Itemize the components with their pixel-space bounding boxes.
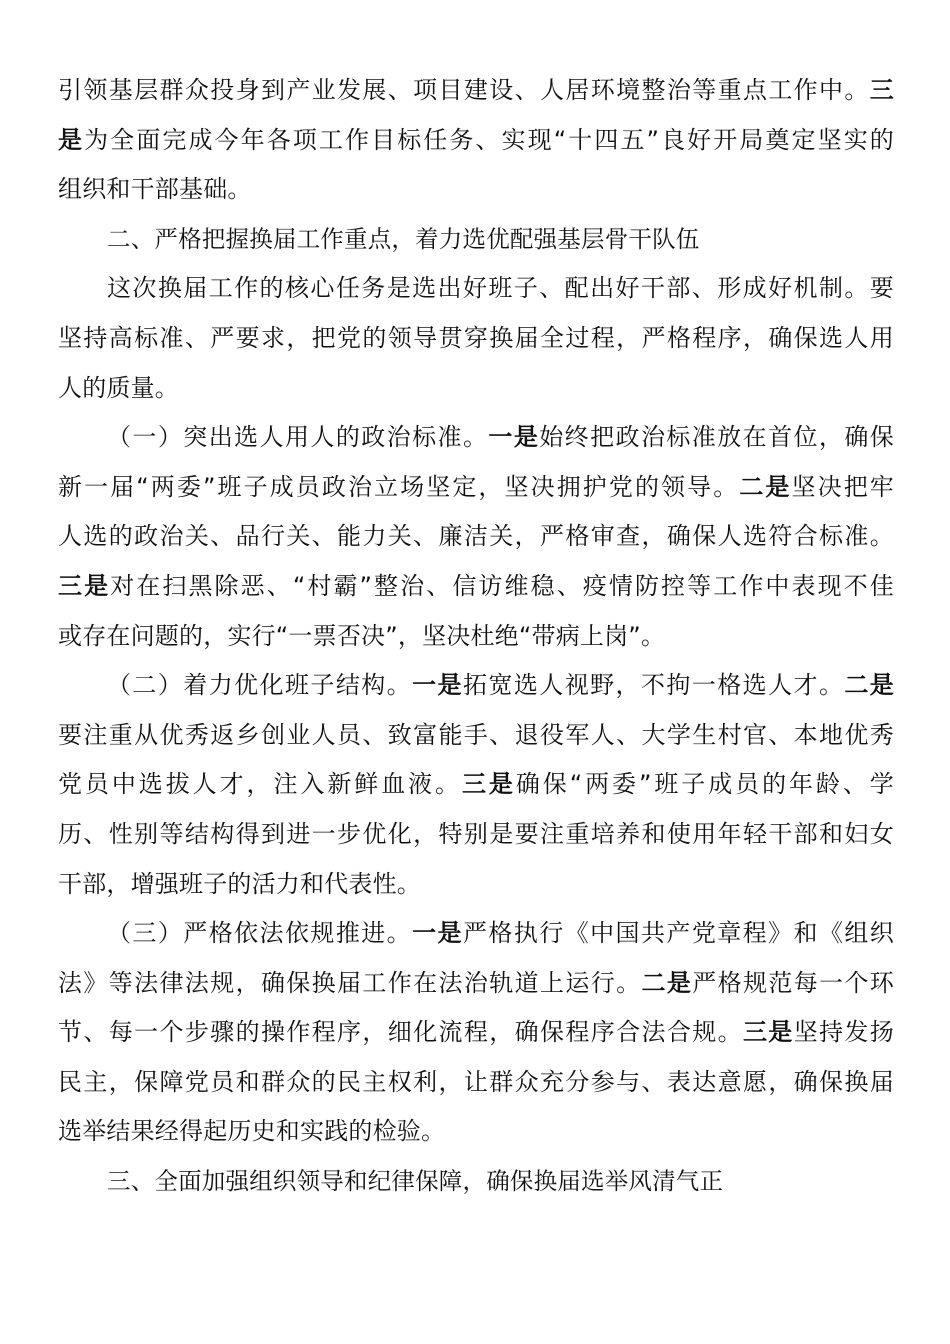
paragraph-subsection-2 bbox=[58, 661, 894, 909]
text-run: 严格执行《中国共产党章程》和《组织 bbox=[462, 919, 894, 948]
text-line bbox=[58, 711, 894, 761]
section-heading-2: 二、严格把握换届工作重点，着力选优配强基层骨干队伍 bbox=[107, 224, 700, 253]
text-run: 人选的政治关、品行关、能力关、廉洁关，严格审查，确保人选符合标准。 bbox=[58, 522, 894, 551]
bold-run: 一是 bbox=[488, 423, 540, 452]
text-run: 确保“两委”班子成员的年龄、学 bbox=[515, 770, 895, 799]
section-heading-3: 三、全面加强组织领导和纪律保障，确保换届选举风清气正 bbox=[107, 1167, 724, 1196]
bold-run: 三是 bbox=[742, 1018, 794, 1047]
text-run: 新一届“两委”班子成员政治立场坚定，坚决拥护党的领导。 bbox=[58, 472, 740, 501]
text-run: 坚持发扬 bbox=[793, 1018, 894, 1047]
text-run: 人的质量。 bbox=[58, 373, 179, 402]
text-line bbox=[58, 909, 894, 959]
text-run: 坚持高标准、严要求，把党的领导贯穿换届全过程，严格程序，确保选人用 bbox=[58, 323, 894, 352]
text-run: 严格规范每一个环 bbox=[692, 968, 894, 997]
text-run: 或存在问题的，实行“一票否决”，坚决杜绝“带病上岗”。 bbox=[58, 621, 666, 650]
bold-run: 二是 bbox=[844, 671, 895, 700]
text-run: 拓宽选人视野，不拘一格选人才。 bbox=[462, 671, 845, 700]
text-line bbox=[58, 562, 894, 612]
text-line bbox=[58, 165, 894, 215]
text-run: 民主，保障党员和群众的民主权利，让群众充分参与、表达意愿，确保换届 bbox=[58, 1067, 894, 1096]
text-line bbox=[58, 1008, 894, 1058]
text-line bbox=[58, 959, 894, 1009]
text-run: 干部，增强班子的活力和代表性。 bbox=[58, 869, 421, 898]
text-line bbox=[58, 364, 894, 414]
text-run: 组织和干部基础。 bbox=[58, 175, 252, 204]
text-line bbox=[58, 512, 894, 562]
text-run: 节、每一个步骤的操作程序，细化流程，确保程序合法合规。 bbox=[58, 1018, 743, 1047]
paragraph bbox=[58, 264, 894, 413]
text-run: 这次换届工作的核心任务是选出好班子、配出好干部、形成好机制。要 bbox=[107, 274, 894, 303]
text-run: （二）着力优化班子结构。 bbox=[107, 671, 413, 700]
text-line bbox=[58, 1107, 894, 1157]
text-run: （三）严格依法依规推进。 bbox=[107, 919, 413, 948]
text-run: 要注重从优秀返乡创业人员、致富能手、退役军人、大学生村官、本地优秀 bbox=[58, 720, 894, 749]
text-run: 选举结果经得起历史和实践的检验。 bbox=[58, 1117, 446, 1146]
text-line bbox=[58, 264, 894, 314]
bold-run: 一是 bbox=[412, 671, 463, 700]
text-run: 始终把政治标准放在首位，确保 bbox=[539, 423, 894, 452]
text-run: 对在扫黑除恶、“村霸”整治、信访维稳、疫情防控等工作中表现不佳 bbox=[110, 571, 894, 600]
text-line bbox=[58, 760, 894, 810]
text-line bbox=[58, 66, 894, 116]
bold-run: 一是 bbox=[412, 919, 463, 948]
text-line bbox=[58, 612, 894, 662]
text-run: 坚决把牢 bbox=[791, 472, 894, 501]
text-line bbox=[58, 413, 894, 463]
bold-run: 三 bbox=[869, 76, 894, 104]
text-run: 法》等法律法规，确保换届工作在法治轨道上运行。 bbox=[58, 968, 642, 997]
document-page bbox=[58, 66, 894, 1207]
text-run: （一）突出选人用人的政治标准。 bbox=[107, 423, 489, 452]
text-line bbox=[58, 810, 894, 860]
paragraph-continued bbox=[58, 66, 894, 215]
text-line bbox=[58, 661, 894, 711]
text-run: 历、性别等结构得到进一步优化，特别是要注重培养和使用年轻干部和妇女 bbox=[58, 819, 894, 848]
bold-run: 三是 bbox=[462, 770, 516, 799]
bold-run: 二是 bbox=[641, 968, 693, 997]
text-run: 党员中选拔人才，注入新鲜血液。 bbox=[58, 770, 462, 799]
text-line bbox=[58, 1058, 894, 1108]
text-run: 为全面完成今年各项工作目标任务、实现“十四五”良好开局奠定坚实的 bbox=[84, 125, 894, 154]
text-line bbox=[58, 116, 894, 166]
paragraph-subsection-1 bbox=[58, 413, 894, 661]
text-line bbox=[58, 314, 894, 364]
bold-run: 三是 bbox=[58, 571, 111, 600]
paragraph-subsection-3 bbox=[58, 909, 894, 1157]
text-line bbox=[58, 463, 894, 513]
bold-run: 二是 bbox=[739, 472, 792, 501]
bold-run: 是 bbox=[58, 125, 85, 154]
text-run: 引领基层群众投身到产业发展、项目建设、人居环境整治等重点工作中。 bbox=[58, 76, 870, 104]
text-line bbox=[58, 860, 894, 910]
